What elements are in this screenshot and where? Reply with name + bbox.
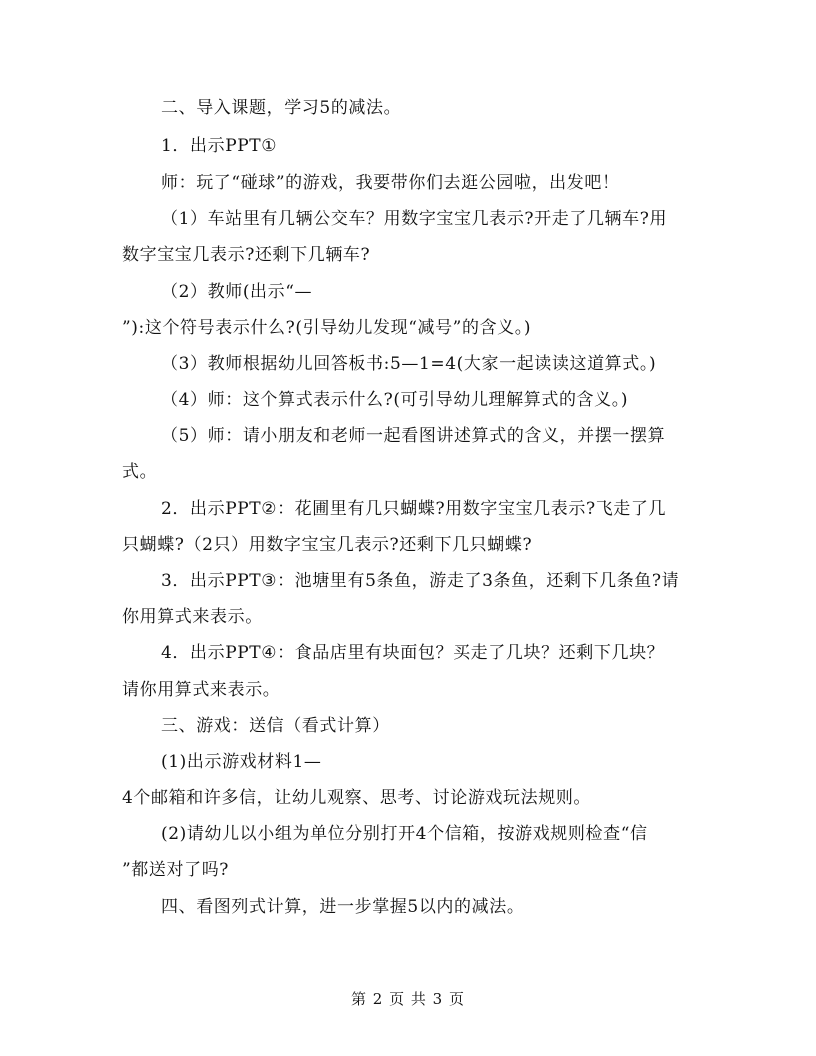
paragraph-line: 请你用算式来表示。 — [122, 680, 281, 700]
paragraph-line: 只蝴蝶?（2只）用数字宝宝几表示?还剩下几只蝴蝶? — [122, 535, 533, 555]
paragraph-line: （3）教师根据幼儿回答板书:5—1=4(大家一起读读这道算式。) — [161, 354, 657, 374]
paragraph-line: 3．出示PPT③：池塘里有5条鱼，游走了3条鱼，还剩下几条鱼?请 — [161, 571, 680, 591]
page-number-footer: 第 2 页 共 3 页 — [351, 990, 465, 1008]
paragraph-line: （2）教师(出示“— — [161, 282, 313, 302]
paragraph-line: ”都送对了吗? — [122, 860, 230, 880]
paragraph-line: (1)出示游戏材料1— — [161, 752, 322, 772]
paragraph-line: 式。 — [122, 462, 158, 482]
paragraph-line: 数字宝宝几表示?还剩下几辆车? — [122, 245, 371, 265]
paragraph-line: 你用算式来表示。 — [122, 607, 263, 627]
paragraph-line: （4）师：这个算式表示什么?(可引导幼儿理解算式的含义。) — [161, 390, 629, 410]
paragraph-line: 4．出示PPT④：食品店里有块面包？买走了几块？还剩下几块？ — [161, 643, 665, 663]
paragraph-line: 2．出示PPT②：花圃里有几只蝴蝶?用数字宝宝几表示?飞走了几 — [161, 499, 667, 519]
paragraph-line: 三、游戏：送信（看式计算） — [161, 716, 390, 736]
paragraph-line: 二、导入课题，学习5的减法。 — [161, 98, 402, 118]
paragraph-line: （5）师：请小朋友和老师一起看图讲述算式的含义，并摆一摆算 — [161, 426, 666, 446]
paragraph-line: 四、看图列式计算，进一步掌握5以内的减法。 — [161, 897, 525, 917]
paragraph-line: (2)请幼儿以小组为单位分别打开4个信箱，按游戏规则检查“信 — [161, 824, 648, 844]
paragraph-line: （1）车站里有几辆公交车？用数字宝宝几表示?开走了几辆车?用 — [161, 209, 668, 229]
paragraph-line: 1．出示PPT① — [161, 136, 278, 156]
paragraph-line: ”):这个符号表示什么?(引导幼儿发现“减号”的含义。) — [122, 318, 532, 338]
paragraph-line: 4个邮箱和许多信，让幼儿观察、思考、讨论游戏玩法规则。 — [122, 788, 592, 808]
paragraph-line: 师：玩了“碰球”的游戏，我要带你们去逛公园啦，出发吧！ — [161, 173, 620, 193]
